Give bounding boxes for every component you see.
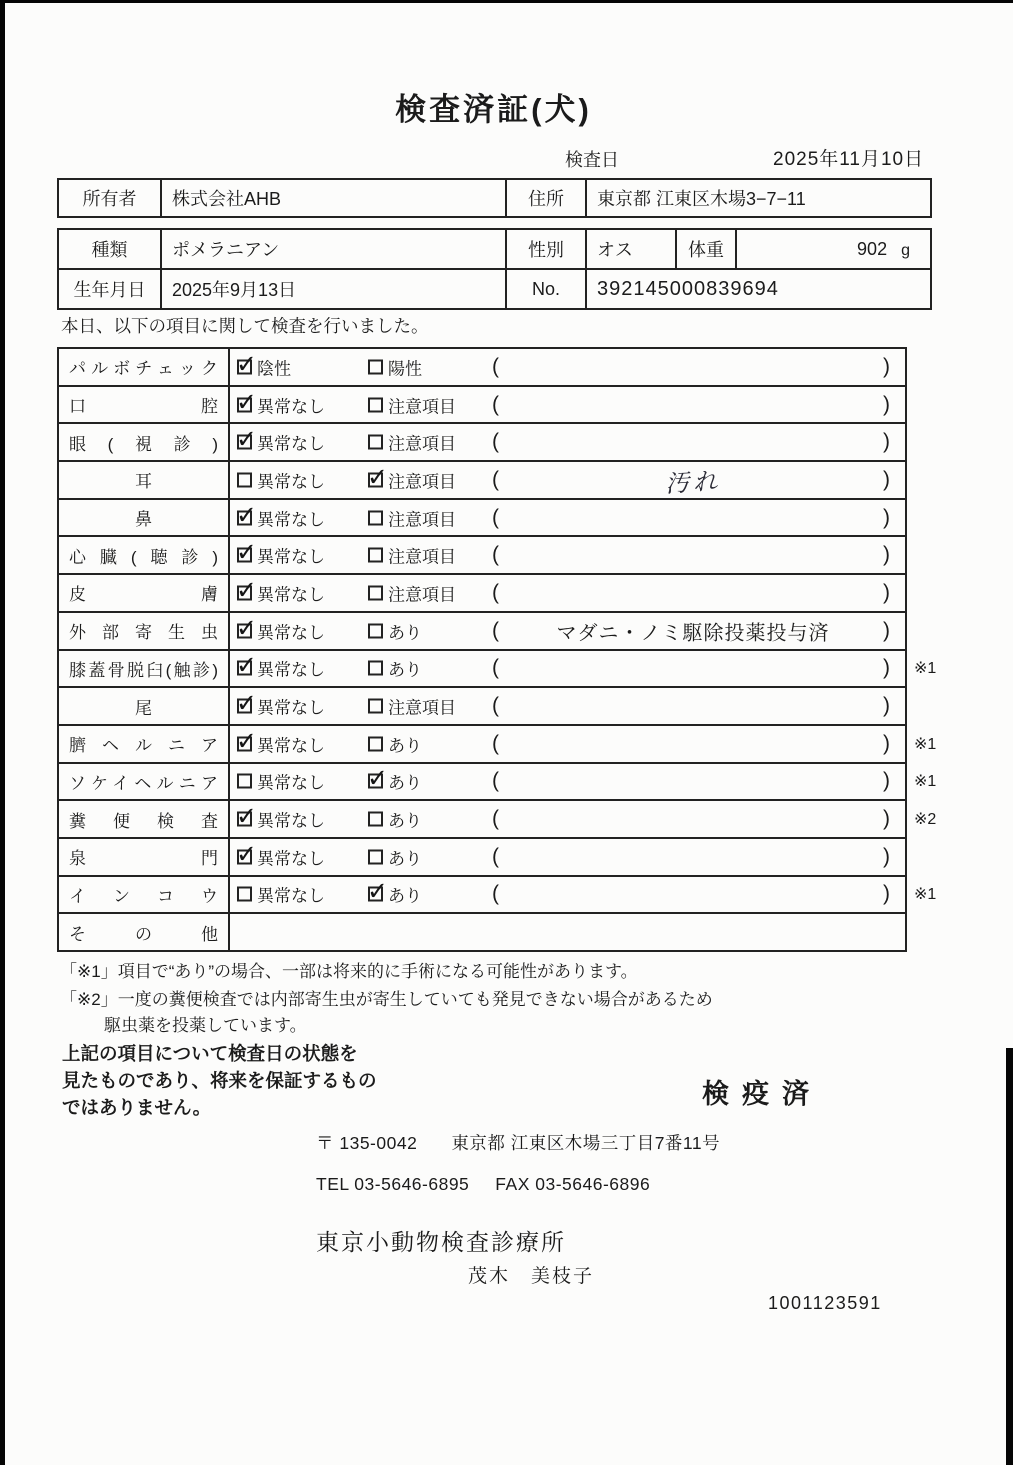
exam-option-2	[368, 844, 422, 869]
no-label: No.	[506, 269, 586, 309]
exam-row-content	[229, 536, 906, 574]
exam-row-content	[229, 687, 906, 725]
paren-open-glyph: (	[492, 618, 499, 642]
exam-option-2	[368, 580, 456, 605]
checkbox-icon	[368, 510, 383, 525]
exam-option-2	[368, 694, 456, 719]
pet-info-row-2	[58, 269, 931, 309]
exam-row-content	[229, 763, 906, 801]
exam-item-label: パルボチェック	[58, 348, 229, 386]
exam-footnote-mark	[906, 574, 941, 612]
exam-option-2	[368, 731, 422, 756]
checkbox-icon	[237, 699, 252, 714]
document-title: 検査済証(犬)	[395, 92, 592, 127]
clinic-tel: TEL 03-5646-6895	[316, 1174, 470, 1194]
exam-footnote-mark	[906, 461, 941, 499]
exam-footnote-mark	[906, 348, 941, 386]
exam-option-1	[237, 467, 325, 492]
checkbox-icon	[237, 510, 252, 525]
paren-close-glyph: )	[883, 618, 890, 642]
paren-open-glyph: (	[492, 807, 499, 831]
exam-row	[58, 650, 941, 688]
checkbox-icon	[237, 397, 252, 412]
exam-row	[58, 612, 941, 650]
exam-option-1-label: 異常なし	[257, 623, 325, 643]
checkbox-icon	[368, 849, 383, 864]
exam-option-2	[368, 769, 422, 794]
exam-option-2	[368, 543, 456, 568]
disclaimer-line-1: 上記の項目について検査日の状態を	[62, 1043, 358, 1064]
paren-open-glyph: (	[492, 354, 499, 378]
document-serial-number: 1001123591	[768, 1293, 882, 1313]
paren-close-glyph: )	[883, 694, 890, 718]
exam-option-1	[237, 694, 325, 719]
exam-item-label: 外部寄生虫	[58, 612, 229, 650]
paren-close-glyph: )	[883, 467, 890, 491]
exam-option-2-label: あり	[388, 623, 422, 643]
exam-option-1	[237, 769, 325, 794]
paren-close-glyph: )	[883, 354, 890, 378]
exam-row-content	[229, 612, 906, 650]
exam-table	[57, 347, 942, 952]
exam-row	[58, 461, 941, 499]
address-label: 住所	[506, 179, 586, 217]
paren-open-glyph: (	[492, 580, 499, 604]
exam-item-label: 皮膚	[58, 574, 229, 612]
clinic-address-line	[316, 1130, 720, 1155]
exam-row	[58, 763, 941, 801]
exam-item-label: 膝蓋骨脱臼(触診)	[58, 650, 229, 688]
exam-item-label: ソケイヘルニア	[58, 763, 229, 801]
exam-option-1-label: 異常なし	[257, 510, 325, 530]
exam-row-content	[229, 499, 906, 537]
clinic-representative: 茂木 美枝子	[468, 1266, 595, 1287]
exam-option-1	[237, 354, 291, 379]
paren-open-glyph: (	[492, 731, 499, 755]
exam-item-label: 尾	[58, 687, 229, 725]
exam-row-content	[229, 650, 906, 688]
address-value: 東京都 江東区木場3−7−11	[586, 179, 931, 217]
paren-close-glyph: )	[883, 731, 890, 755]
owner-row	[58, 179, 931, 217]
exam-option-1	[237, 844, 325, 869]
exam-row	[58, 348, 941, 386]
exam-row	[58, 725, 941, 763]
exam-option-1	[237, 618, 325, 643]
exam-row-content	[229, 838, 906, 876]
exam-row-content	[229, 574, 906, 612]
inspection-date-value: 2025年11月10日	[773, 149, 925, 170]
exam-option-2-label: あり	[388, 849, 422, 869]
paren-open-glyph: (	[492, 844, 499, 868]
exam-note: マダニ・ノミ駆除投薬投与済	[556, 622, 830, 645]
paren-close-glyph: )	[883, 392, 890, 416]
paren-open-glyph: (	[492, 769, 499, 793]
exam-option-1	[237, 807, 325, 832]
paren-close-glyph: )	[883, 882, 890, 906]
exam-row	[58, 913, 941, 951]
exam-row	[58, 386, 941, 424]
exam-item-label: 心臓(聴診)	[58, 536, 229, 574]
weight-label: 体重	[676, 229, 736, 269]
paren-open-glyph: (	[492, 694, 499, 718]
scan-edge-top	[0, 0, 1013, 3]
checkbox-icon	[237, 623, 252, 638]
checkbox-icon	[368, 736, 383, 751]
exam-option-1-label: 異常なし	[257, 849, 325, 869]
checkbox-icon	[368, 585, 383, 600]
birthdate-label: 生年月日	[58, 269, 161, 309]
exam-item-label: 耳	[58, 461, 229, 499]
checkbox-icon	[368, 887, 383, 902]
paren-close-glyph: )	[883, 844, 890, 868]
exam-option-1	[237, 392, 325, 417]
checkbox-icon	[368, 435, 383, 450]
exam-table-body	[58, 348, 941, 951]
checkbox-icon	[368, 774, 383, 789]
exam-footnote-mark	[906, 838, 941, 876]
exam-footnote-mark	[906, 612, 941, 650]
owner-value: 株式会社AHB	[161, 179, 506, 217]
exam-footnote-mark: ※1	[914, 735, 937, 753]
exam-option-1	[237, 543, 325, 568]
paren-close-glyph: )	[883, 807, 890, 831]
exam-option-1-label: 異常なし	[257, 773, 325, 793]
exam-option-2	[368, 807, 422, 832]
pet-info-table	[57, 228, 932, 310]
checkbox-icon	[237, 736, 252, 751]
exam-row-content	[229, 423, 906, 461]
pet-info-row-1	[58, 229, 931, 269]
exam-option-2	[368, 392, 456, 417]
exam-option-2-label: 陽性	[388, 359, 422, 379]
exam-option-2-label: 注意項目	[388, 434, 456, 454]
exam-option-1-label: 異常なし	[257, 736, 325, 756]
exam-option-1-label: 異常なし	[257, 811, 325, 831]
paren-close-glyph: )	[883, 769, 890, 793]
exam-option-1-label: 異常なし	[257, 886, 325, 906]
exam-option-1-label: 異常なし	[257, 434, 325, 454]
inspection-date-label: 検査日	[565, 150, 619, 170]
paren-open-glyph: (	[492, 430, 499, 454]
exam-option-1-label: 異常なし	[257, 472, 325, 492]
checkbox-icon	[368, 359, 383, 374]
exam-option-2	[368, 656, 422, 681]
clinic-phone-line	[316, 1174, 650, 1195]
exam-option-2-label: 注意項目	[388, 547, 456, 567]
paren-open-glyph: (	[492, 392, 499, 416]
exam-option-1-label: 異常なし	[257, 585, 325, 605]
exam-option-2-label: 注意項目	[388, 510, 456, 530]
checkbox-icon	[237, 774, 252, 789]
paren-close-glyph: )	[883, 543, 890, 567]
intro-text: 本日、以下の項目に関して検査を行いました。	[61, 316, 429, 336]
checkbox-icon	[368, 812, 383, 827]
exam-option-1	[237, 882, 325, 907]
exam-option-1-label: 異常なし	[257, 547, 325, 567]
exam-row-content	[229, 876, 906, 914]
exam-row	[58, 574, 941, 612]
exam-row	[58, 876, 941, 914]
exam-row	[58, 499, 941, 537]
paren-open-glyph: (	[492, 505, 499, 529]
clinic-address: 東京都 江東区木場三丁目7番11号	[451, 1133, 721, 1153]
exam-footnote-mark: ※1	[914, 886, 937, 904]
sex-label: 性別	[506, 229, 586, 269]
exam-option-1	[237, 505, 325, 530]
exam-note: 汚れ	[664, 467, 722, 498]
weight-unit: g	[901, 241, 910, 259]
weight-cell	[736, 229, 931, 269]
exam-footnote-mark	[906, 536, 941, 574]
exam-footnote-mark	[906, 913, 941, 951]
paren-close-glyph: )	[883, 505, 890, 529]
checkbox-icon	[237, 472, 252, 487]
checkbox-icon	[368, 699, 383, 714]
exam-option-2-label: 注意項目	[388, 698, 456, 718]
exam-row-content	[229, 913, 906, 951]
exam-footnote-mark	[906, 687, 941, 725]
clinic-fax: FAX 03-5646-6896	[495, 1174, 651, 1194]
clinic-postal-code: 〒 135-0042	[316, 1133, 418, 1153]
paren-open-glyph: (	[492, 467, 499, 491]
exam-row	[58, 536, 941, 574]
exam-option-1-label: 陰性	[257, 359, 291, 379]
exam-row	[58, 800, 941, 838]
checkbox-icon	[237, 661, 252, 676]
exam-option-1	[237, 731, 325, 756]
exam-item-label: 眼(視診)	[58, 423, 229, 461]
checkbox-icon	[237, 849, 252, 864]
checkbox-icon	[237, 812, 252, 827]
exam-row-content	[229, 800, 906, 838]
exam-footnote-mark: ※1	[914, 660, 937, 678]
exam-option-2	[368, 505, 456, 530]
exam-row	[58, 838, 941, 876]
exam-footnote-mark	[906, 423, 941, 461]
exam-option-2-label: あり	[388, 660, 422, 680]
exam-row-content	[229, 348, 906, 386]
exam-footnote-mark	[906, 386, 941, 424]
exam-row-content	[229, 461, 906, 499]
exam-item-label: その他	[58, 913, 229, 951]
exam-option-2-label: あり	[388, 736, 422, 756]
birthdate-value: 2025年9月13日	[161, 269, 506, 309]
scan-edge-left	[0, 0, 5, 1465]
exam-option-2-label: あり	[388, 773, 422, 793]
exam-option-2-label: 注意項目	[388, 585, 456, 605]
exam-option-1-label: 異常なし	[257, 698, 325, 718]
checkbox-icon	[237, 585, 252, 600]
paren-close-glyph: )	[883, 656, 890, 680]
footnote-2: 「※2」一度の糞便検査では内部寄生虫が寄生していても発見できない場合があるため	[60, 990, 713, 1009]
exam-row-content	[229, 725, 906, 763]
paren-open-glyph: (	[492, 656, 499, 680]
checkbox-icon	[237, 548, 252, 563]
checkbox-icon	[237, 359, 252, 374]
sex-value: オス	[586, 229, 676, 269]
weight-value: 902	[857, 238, 888, 259]
disclaimer-line-3: ではありません。	[62, 1097, 212, 1118]
exam-footnote-mark: ※1	[914, 773, 937, 791]
checkbox-icon	[368, 548, 383, 563]
paren-open-glyph: (	[492, 882, 499, 906]
checkbox-icon	[368, 397, 383, 412]
exam-item-label: 泉門	[58, 838, 229, 876]
no-value: 392145000839694	[586, 269, 931, 309]
paren-close-glyph: )	[883, 580, 890, 604]
exam-option-1	[237, 656, 325, 681]
quarantine-stamp: 検疫済	[702, 1079, 822, 1109]
paren-open-glyph: (	[492, 543, 499, 567]
exam-option-2	[368, 354, 422, 379]
owner-label: 所有者	[58, 179, 161, 217]
exam-item-label: 鼻	[58, 499, 229, 537]
checkbox-icon	[368, 661, 383, 676]
exam-option-2-label: あり	[388, 886, 422, 906]
footnote-1: 「※1」項目で“あり”の場合、一部は将来的に手術になる可能性があります。	[60, 962, 638, 981]
exam-option-2-label: あり	[388, 811, 422, 831]
exam-item-label: 糞便検査	[58, 800, 229, 838]
exam-option-1	[237, 430, 325, 455]
exam-item-label: インコウ	[58, 876, 229, 914]
exam-option-1	[237, 580, 325, 605]
disclaimer-line-2: 見たものであり、将来を保証するもの	[62, 1070, 377, 1091]
footnote-2-continued: 駆虫薬を投薬しています。	[104, 1016, 307, 1035]
exam-option-2	[368, 882, 422, 907]
checkbox-icon	[237, 435, 252, 450]
breed-value: ポメラニアン	[161, 229, 506, 269]
exam-footnote-mark	[906, 499, 941, 537]
exam-item-label: 口腔	[58, 386, 229, 424]
exam-option-2-label: 注意項目	[388, 397, 456, 417]
checkbox-icon	[368, 472, 383, 487]
checkbox-icon	[368, 623, 383, 638]
exam-option-2-label: 注意項目	[388, 472, 456, 492]
exam-option-1-label: 異常なし	[257, 397, 325, 417]
exam-option-1-label: 異常なし	[257, 660, 325, 680]
exam-option-2	[368, 618, 422, 643]
exam-footnote-mark: ※2	[914, 811, 937, 829]
scan-edge-right	[1006, 1048, 1013, 1465]
breed-label: 種類	[58, 229, 161, 269]
exam-option-2	[368, 430, 456, 455]
exam-item-label: 臍ヘルニア	[58, 725, 229, 763]
exam-row	[58, 687, 941, 725]
owner-table	[57, 178, 932, 218]
exam-option-2	[368, 467, 456, 492]
paren-close-glyph: )	[883, 430, 890, 454]
clinic-name: 東京小動物検査診療所	[316, 1229, 566, 1255]
exam-row-content	[229, 386, 906, 424]
disclaimer-text	[62, 1040, 377, 1121]
checkbox-icon	[237, 887, 252, 902]
